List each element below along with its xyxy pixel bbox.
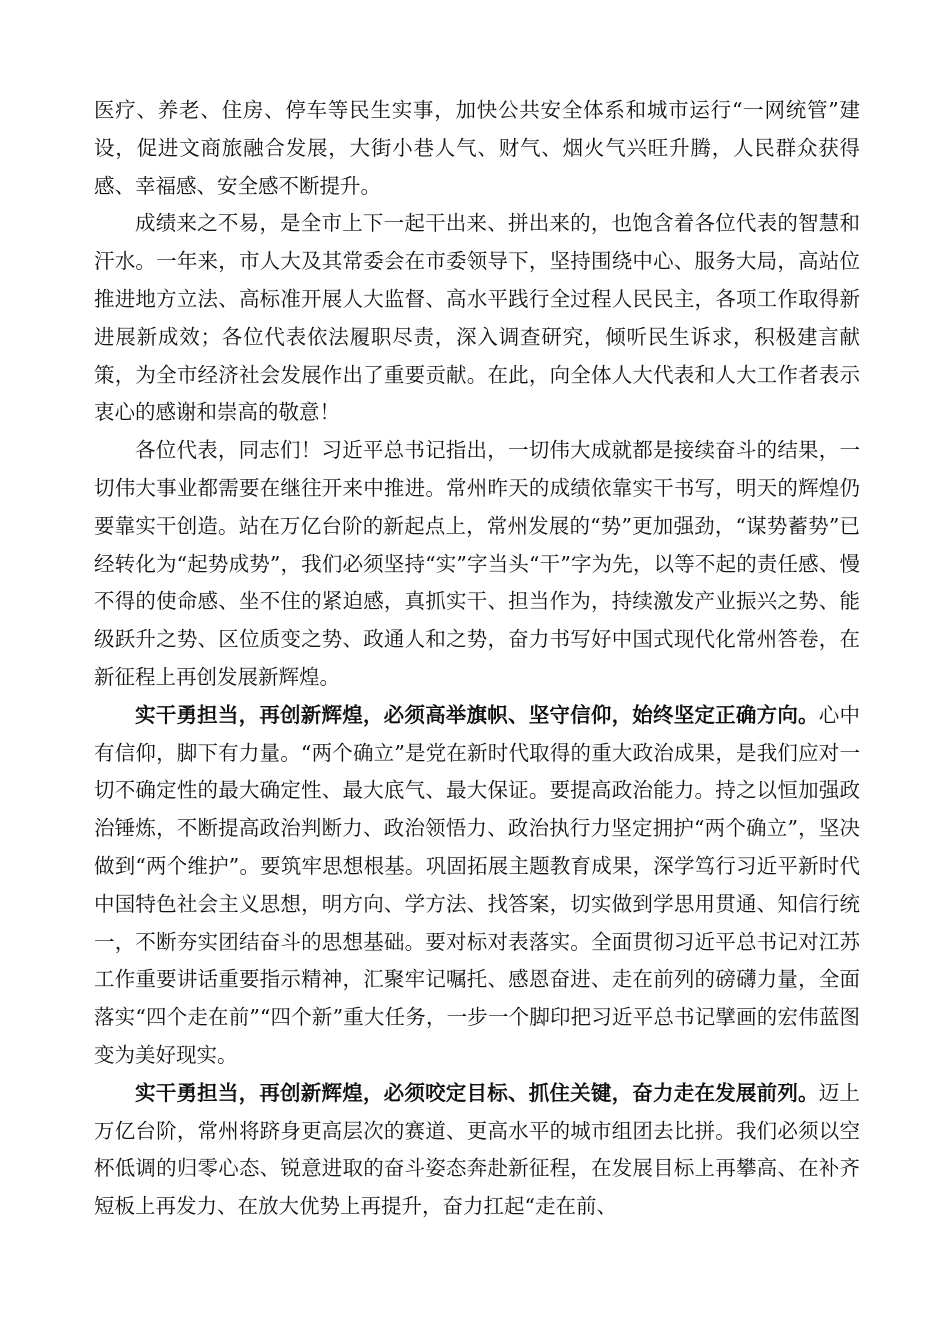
- paragraph-5-text: 迈上万亿台阶，常州将跻身更高层次的赛道、更高水平的城市组团去比拼。我们必须以空杯低调的归零心态、锐意进取的奋斗姿态奔赴新征程，在发展目标上再攀高、在补齐短板上再发力、在放大优势上再提升，奋力扛起“走在前、: [94, 1080, 861, 1219]
- paragraph-3: [94, 432, 860, 697]
- paragraph-4: [94, 697, 860, 1075]
- paragraph-3-text: 各位代表，同志们！习近平总书记指出，一切伟大成就都是接续奋斗的结果，一切伟大事业都需要在继往开来中推进。常州昨天的成绩依靠实干书写，明天的辉煌仍要靠实干创造。站在万亿台阶的新起点上，常州发展的“势”更加强劲，“谋势蓄势”已经转化为“起势成势”，我们必须坚持“实”字当头“干”字为先，以等不起的责任感、慢不得的使命感、坐不住的紧迫感，真抓实干、担当作为，持续激发产业振兴之势、能级跃升之势、区位质变之势、政通人和之势，奋力书写好中国式现代化常州答卷，在新征程上再创发展新辉煌。: [94, 438, 860, 689]
- paragraph-4-text: 心中有信仰，脚下有力量。“两个确立”是党在新时代取得的重大政治成果，是我们应对一切不确定性的最大确定性、最大底气、最大保证。要提高政治能力。持之以恒加强政治锤炼，不断提高政治判断力、政治领悟力、政治执行力坚定拥护“两个确立”，坚决做到“两个维护”。要筑牢思想根基。巩固拓展主题教育成果，深学笃行习近平新时代中国特色社会主义思想，明方向、学方法、找答案，切实做到学思用贯通、知信行统一，不断夯实团结奋斗的思想基础。要对标对表落实。全面贯彻习近平总书记对江苏工作重要讲话重要指示精神，汇聚牢记嘱托、感恩奋进、走在前列的磅礴力量，全面落实“四个走在前”“四个新”重大任务，一步一个脚印把习近平总书记擘画的宏伟蓝图变为美好现实。: [94, 702, 861, 1067]
- paragraph-1-text: 医疗、养老、住房、停车等民生实事，加快公共安全体系和城市运行“一网统管”建设，促进文商旅融合发展，大街小巷人气、财气、烟火气兴旺升腾，人民群众获得感、幸福感、安全感不断提升。: [94, 98, 860, 198]
- document-page: [94, 92, 860, 1226]
- paragraph-4-heading: 实干勇担当，再创新辉煌，必须高举旗帜、坚守信仰，始终坚定正确方向。: [135, 702, 819, 727]
- paragraph-2: [94, 205, 860, 432]
- paragraph-5-heading: 实干勇担当，再创新辉煌，必须咬定目标、抓住关键，奋力走在发展前列。: [135, 1080, 819, 1105]
- paragraph-2-text: 成绩来之不易，是全市上下一起干出来、拼出来的，也饱含着各位代表的智慧和汗水。一年来，市人大及其常委会在市委领导下，坚持围绕中心、服务大局，高站位推进地方立法、高标准开展人大监督、高水平践行全过程人民民主，各项工作取得新进展新成效；各位代表依法履职尽责，深入调查研究，倾听民生诉求，积极建言献策，为全市经济社会发展作出了重要贡献。在此，向全体人大代表和人大工作者表示衷心的感谢和崇高的敬意！: [94, 211, 860, 425]
- paragraph-5: [94, 1075, 860, 1226]
- paragraph-1: [94, 92, 860, 205]
